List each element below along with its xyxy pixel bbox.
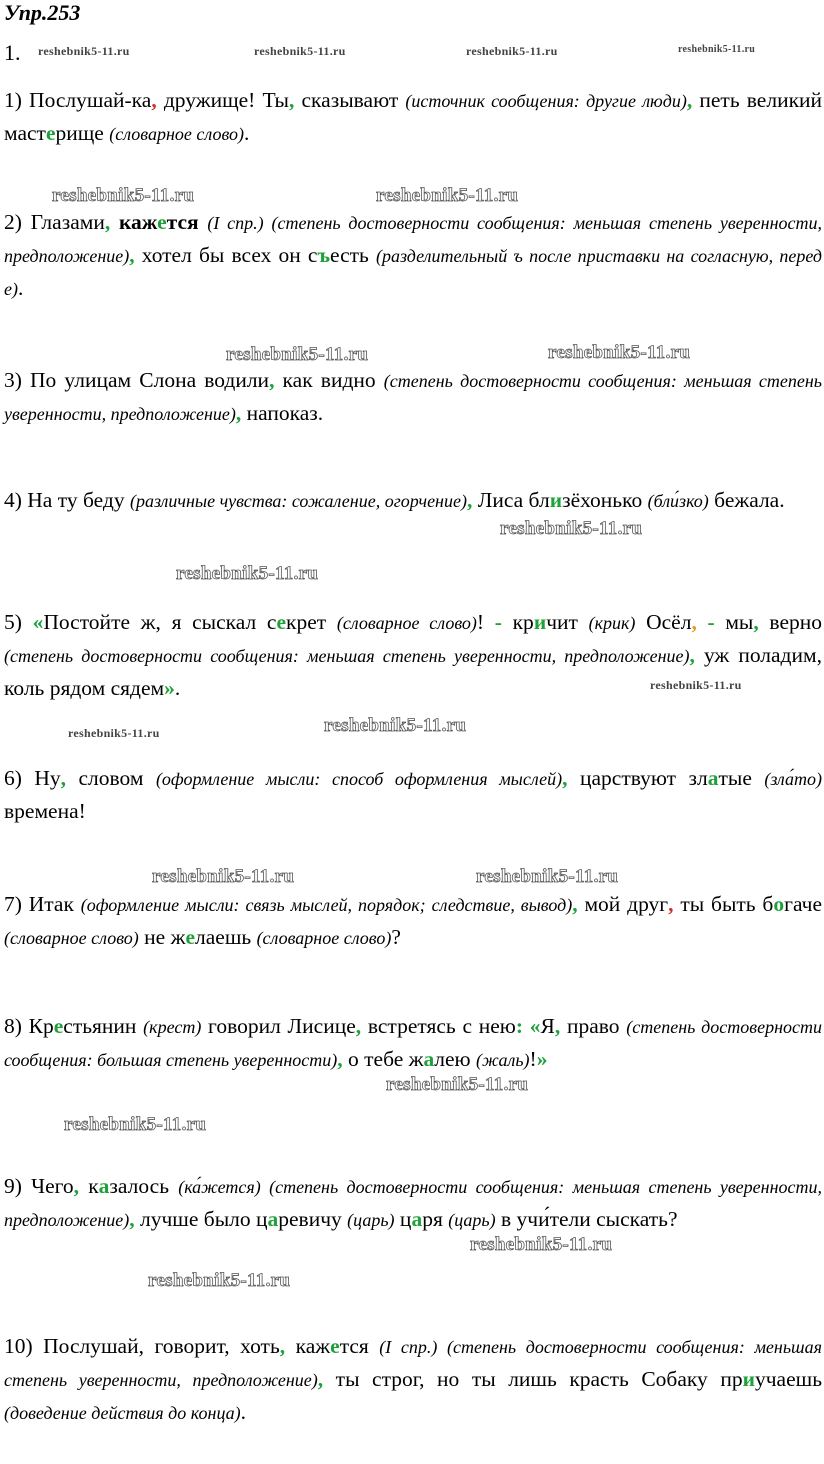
watermark: reshebnik5-11.ru xyxy=(476,866,619,887)
sentence-4: 4) На ту беду (различные чувства: сожаление, огорчение), Лиса близёхонько (бли́зко) бежала. xyxy=(4,488,785,512)
watermark: reshebnik5-11.ru xyxy=(152,866,295,887)
watermark: reshebnik5-11.ru xyxy=(324,715,467,736)
sentence-1: 1) Послушай-ка, дружище! Ты, сказывают (источник сообщения: другие люди), петь великий мастерище (словарное слово). xyxy=(4,88,823,145)
sentence-6: 6) Ну, словом (оформление мысли: способ оформления мыслей), царствуют златые (зла́то) времена! xyxy=(4,766,822,823)
sentence-2: 2) Глазами, кажется (I спр.) (степень достоверности сообщения: меньшая степень уверенности, предположение), хотел бы всех он съесть (разделительный ъ после приставки на согласную, перед е). xyxy=(4,210,823,300)
watermark: reshebnik5-11.ru xyxy=(386,1074,529,1095)
watermark: reshebnik5-11.ru xyxy=(52,185,195,206)
watermark: reshebnik5-11.ru xyxy=(226,344,369,365)
watermark: reshebnik5-11.ru xyxy=(68,726,160,740)
sentence-9: 9) Чего, казалось (ка́жется) (степень достоверности сообщения: меньшая степень уверенности, предположение), лучше было царевичу (царь) царя (царь) в учи́тели сыскать? xyxy=(4,1174,822,1231)
watermark: reshebnik5-11.ru xyxy=(500,518,643,539)
sentence-8: 8) Крестьянин (крест) говорил Лисице, встретясь с нею: «Я, право (степень достоверности сообщения: большая степень уверенности), о тебе жалею (жаль)!» xyxy=(4,1014,822,1071)
sentence-5: 5) «Постойте ж, я сыскал секрет (словарное слово)! - кричит (крик) Осёл, - мы, верно (степень достоверности сообщения: меньшая степень уверенности, предположение), уж поладим, коль рядом сядем». xyxy=(4,610,823,700)
exercise-title: Упр.253 xyxy=(4,0,81,25)
watermark: reshebnik5-11.ru xyxy=(678,44,756,55)
sentence-7: 7) Итак (оформление мысли: связь мыслей, порядок; следствие, вывод), мой друг, ты быть богаче (словарное слово) не желаешь (словарное слово)? xyxy=(4,892,822,949)
watermark: reshebnik5-11.ru xyxy=(376,185,519,206)
watermark: reshebnik5-11.ru xyxy=(254,44,346,58)
watermark: reshebnik5-11.ru xyxy=(466,44,558,58)
task-number: 1. xyxy=(4,40,21,65)
watermark: reshebnik5-11.ru xyxy=(148,1270,291,1291)
watermark: reshebnik5-11.ru xyxy=(38,44,130,58)
watermark: reshebnik5-11.ru xyxy=(650,678,742,692)
watermark: reshebnik5-11.ru xyxy=(548,342,691,363)
sentence-10: 10) Послушай, говорит, хоть, кажется (I спр.) (степень достоверности сообщения: меньшая степень уверенности, предположение), ты строг, но ты лишь красть Собаку приучаешь (доведение действия до конца). xyxy=(4,1334,822,1424)
watermark: reshebnik5-11.ru xyxy=(64,1114,207,1135)
sentence-3: 3) По улицам Слона водили, как видно (степень достоверности сообщения: меньшая степень уверенности, предположение), напоказ. xyxy=(4,368,822,425)
watermark: reshebnik5-11.ru xyxy=(470,1234,613,1255)
watermark: reshebnik5-11.ru xyxy=(176,563,319,584)
